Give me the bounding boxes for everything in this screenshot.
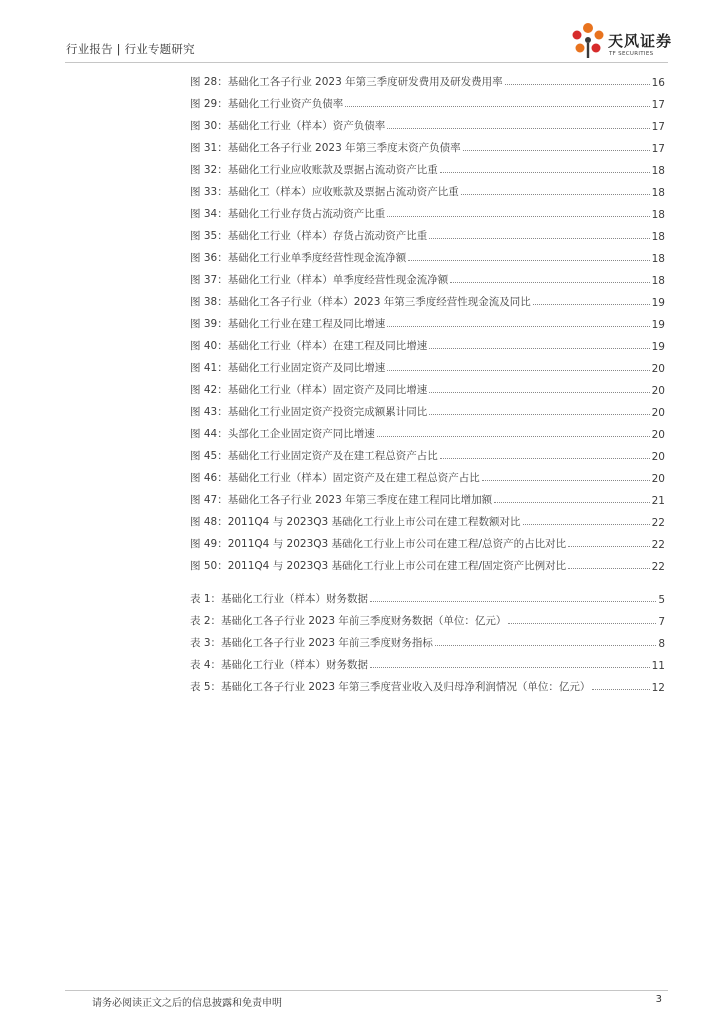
toc-entry-label: 图 32：基础化工行业应收账款及票据占流动资产比重 [190, 164, 438, 176]
toc-entry-label: 图 38：基础化工各子行业（样本）2023 年第三季度经营性现金流及同比 [190, 296, 531, 308]
toc-entry-page: 20 [651, 385, 665, 397]
toc-entry-label: 图 44：头部化工企业固定资产同比增速 [190, 428, 375, 440]
figure-toc-entry[interactable] [190, 331, 665, 353]
toc-entry-label: 图 34：基础化工行业存货占流动资产比重 [190, 208, 386, 220]
toc-entry-label: 图 37：基础化工行业（样本）单季度经营性现金流净额 [190, 274, 449, 286]
toc-entry-page: 8 [658, 638, 665, 650]
dot-leader [387, 216, 649, 217]
toc-entry-label: 图 39：基础化工行业在建工程及同比增速 [190, 318, 386, 330]
toc-entry-label: 表 3：基础化工各子行业 2023 年前三季度财务指标 [190, 637, 433, 649]
toc-entry-page: 18 [651, 253, 665, 265]
dot-leader [450, 282, 649, 283]
toc-entry-label: 图 49：2011Q4 与 2023Q3 基础化工行业上市公司在建工程/总资产的占比对比 [190, 538, 567, 550]
toc-entry-label: 表 5：基础化工各子行业 2023 年第三季度营业收入及归母净利润情况（单位：亿元） [190, 681, 591, 693]
dot-leader [387, 370, 649, 371]
table-toc-entry[interactable] [190, 628, 665, 650]
figure-toc-entry[interactable] [190, 265, 665, 287]
toc-entry-label: 图 45：基础化工行业固定资产及在建工程总资产占比 [190, 450, 438, 462]
dot-leader [370, 667, 650, 668]
toc-entry-label: 图 40：基础化工行业（样本）在建工程及同比增速 [190, 340, 428, 352]
list-gap [190, 573, 665, 584]
figure-toc-entry[interactable] [190, 529, 665, 551]
dot-leader [568, 546, 650, 547]
toc-entry-label: 图 30：基础化工行业（样本）资产负债率 [190, 120, 386, 132]
figure-toc-entry[interactable] [190, 67, 665, 89]
figure-toc-entry[interactable] [190, 309, 665, 331]
dot-leader [429, 392, 649, 393]
toc-entry-label: 图 35：基础化工行业（样本）存货占流动资产比重 [190, 230, 428, 242]
toc-entry-label: 图 41：基础化工行业固定资产及同比增速 [190, 362, 386, 374]
dot-leader [461, 194, 650, 195]
report-category: 行业报告 | 行业专题研究 [66, 42, 195, 56]
figure-toc-entry[interactable] [190, 353, 665, 375]
dot-leader [508, 623, 656, 624]
figure-toc-entry[interactable] [190, 111, 665, 133]
figure-toc-entry[interactable] [190, 419, 665, 441]
toc-entry-page: 19 [651, 319, 665, 331]
figure-toc-entry[interactable] [190, 199, 665, 221]
figure-list [190, 67, 665, 573]
table-toc-entry[interactable] [190, 672, 665, 694]
toc-entry-page: 21 [651, 495, 665, 507]
dot-leader [533, 304, 650, 305]
dot-leader [440, 172, 650, 173]
figure-toc-entry[interactable] [190, 485, 665, 507]
toc-entry-page: 17 [651, 121, 665, 133]
toc-entry-label: 图 47：基础化工各子行业 2023 年第三季度在建工程同比增加额 [190, 494, 493, 506]
toc-entry-page: 17 [651, 143, 665, 155]
figure-toc-entry[interactable] [190, 243, 665, 265]
dot-leader [408, 260, 649, 261]
dot-leader [345, 106, 649, 107]
dot-leader [568, 568, 650, 569]
toc-entry-label: 表 2：基础化工各子行业 2023 年前三季度财务数据（单位：亿元） [190, 615, 507, 627]
toc-entry-page: 20 [651, 451, 665, 463]
dot-leader [494, 502, 650, 503]
toc-entry-label: 图 42：基础化工行业（样本）固定资产及同比增速 [190, 384, 428, 396]
flower-logo-icon [568, 21, 608, 61]
toc-entry-page: 11 [651, 660, 665, 672]
dot-leader [387, 326, 649, 327]
table-list [190, 584, 665, 694]
toc-entry-page: 18 [651, 165, 665, 177]
dot-leader [523, 524, 650, 525]
dot-leader [429, 348, 649, 349]
toc-entry-label: 图 43：基础化工行业固定资产投资完成额累计同比 [190, 406, 428, 418]
toc-entry-page: 17 [651, 99, 665, 111]
logo-brand-name: 天风证券 [608, 32, 673, 50]
figure-toc-entry[interactable] [190, 441, 665, 463]
figure-toc-entry[interactable] [190, 551, 665, 573]
dot-leader [429, 238, 649, 239]
dot-leader [435, 645, 656, 646]
dot-leader [592, 689, 649, 690]
table-of-contents [190, 67, 665, 694]
toc-entry-label: 表 4：基础化工行业（样本）财务数据 [190, 659, 369, 671]
toc-entry-label: 图 29：基础化工行业资产负债率 [190, 98, 344, 110]
toc-entry-page: 18 [651, 275, 665, 287]
dot-leader [370, 601, 656, 602]
toc-entry-page: 16 [651, 77, 665, 89]
toc-entry-page: 22 [651, 539, 665, 551]
toc-entry-label: 图 33：基础化工（样本）应收账款及票据占流动资产比重 [190, 186, 459, 198]
toc-entry-page: 5 [658, 594, 665, 606]
toc-entry-page: 12 [651, 682, 665, 694]
toc-entry-label: 图 48：2011Q4 与 2023Q3 基础化工行业上市公司在建工程数额对比 [190, 516, 521, 528]
logo-brand-sub: TF SECURITIES [609, 51, 654, 57]
table-toc-entry[interactable] [190, 606, 665, 628]
dot-leader [463, 150, 650, 151]
toc-entry-label: 图 36：基础化工行业单季度经营性现金流净额 [190, 252, 407, 264]
toc-entry-page: 20 [651, 429, 665, 441]
page-number: 3 [655, 994, 662, 1005]
disclaimer-text: 请务必阅读正文之后的信息披露和免责申明 [92, 998, 282, 1009]
toc-entry-page: 7 [658, 616, 665, 628]
figure-toc-entry[interactable] [190, 133, 665, 155]
toc-entry-page: 18 [651, 209, 665, 221]
toc-entry-label: 图 28：基础化工各子行业 2023 年第三季度研发费用及研发费用率 [190, 76, 503, 88]
toc-entry-page: 18 [651, 187, 665, 199]
figure-toc-entry[interactable] [190, 287, 665, 309]
toc-entry-label: 图 50：2011Q4 与 2023Q3 基础化工行业上市公司在建工程/固定资产比例对比 [190, 560, 567, 572]
table-toc-entry[interactable] [190, 584, 665, 606]
dot-leader [377, 436, 650, 437]
header-divider [65, 62, 668, 63]
toc-entry-page: 19 [651, 297, 665, 309]
figure-toc-entry[interactable] [190, 177, 665, 199]
figure-toc-entry[interactable] [190, 221, 665, 243]
toc-entry-page: 20 [651, 473, 665, 485]
figure-toc-entry[interactable] [190, 397, 665, 419]
toc-entry-page: 20 [651, 363, 665, 375]
figure-toc-entry[interactable] [190, 155, 665, 177]
dot-leader [440, 458, 650, 459]
toc-entry-label: 图 31：基础化工各子行业 2023 年第三季度末资产负债率 [190, 142, 461, 154]
toc-entry-page: 18 [651, 231, 665, 243]
dot-leader [505, 84, 650, 85]
dot-leader [429, 414, 649, 415]
toc-entry-page: 20 [651, 407, 665, 419]
dot-leader [482, 480, 650, 481]
figure-toc-entry[interactable] [190, 375, 665, 397]
table-toc-entry[interactable] [190, 650, 665, 672]
dot-leader [387, 128, 649, 129]
figure-toc-entry[interactable] [190, 463, 665, 485]
toc-entry-page: 22 [651, 517, 665, 529]
figure-toc-entry[interactable] [190, 89, 665, 111]
toc-entry-page: 19 [651, 341, 665, 353]
toc-entry-page: 22 [651, 561, 665, 573]
toc-entry-label: 图 46：基础化工行业（样本）固定资产及在建工程总资产占比 [190, 472, 480, 484]
brand-logo [568, 21, 678, 61]
toc-entry-label: 表 1：基础化工行业（样本）财务数据 [190, 593, 369, 605]
footer-divider [65, 990, 668, 991]
figure-toc-entry[interactable] [190, 507, 665, 529]
